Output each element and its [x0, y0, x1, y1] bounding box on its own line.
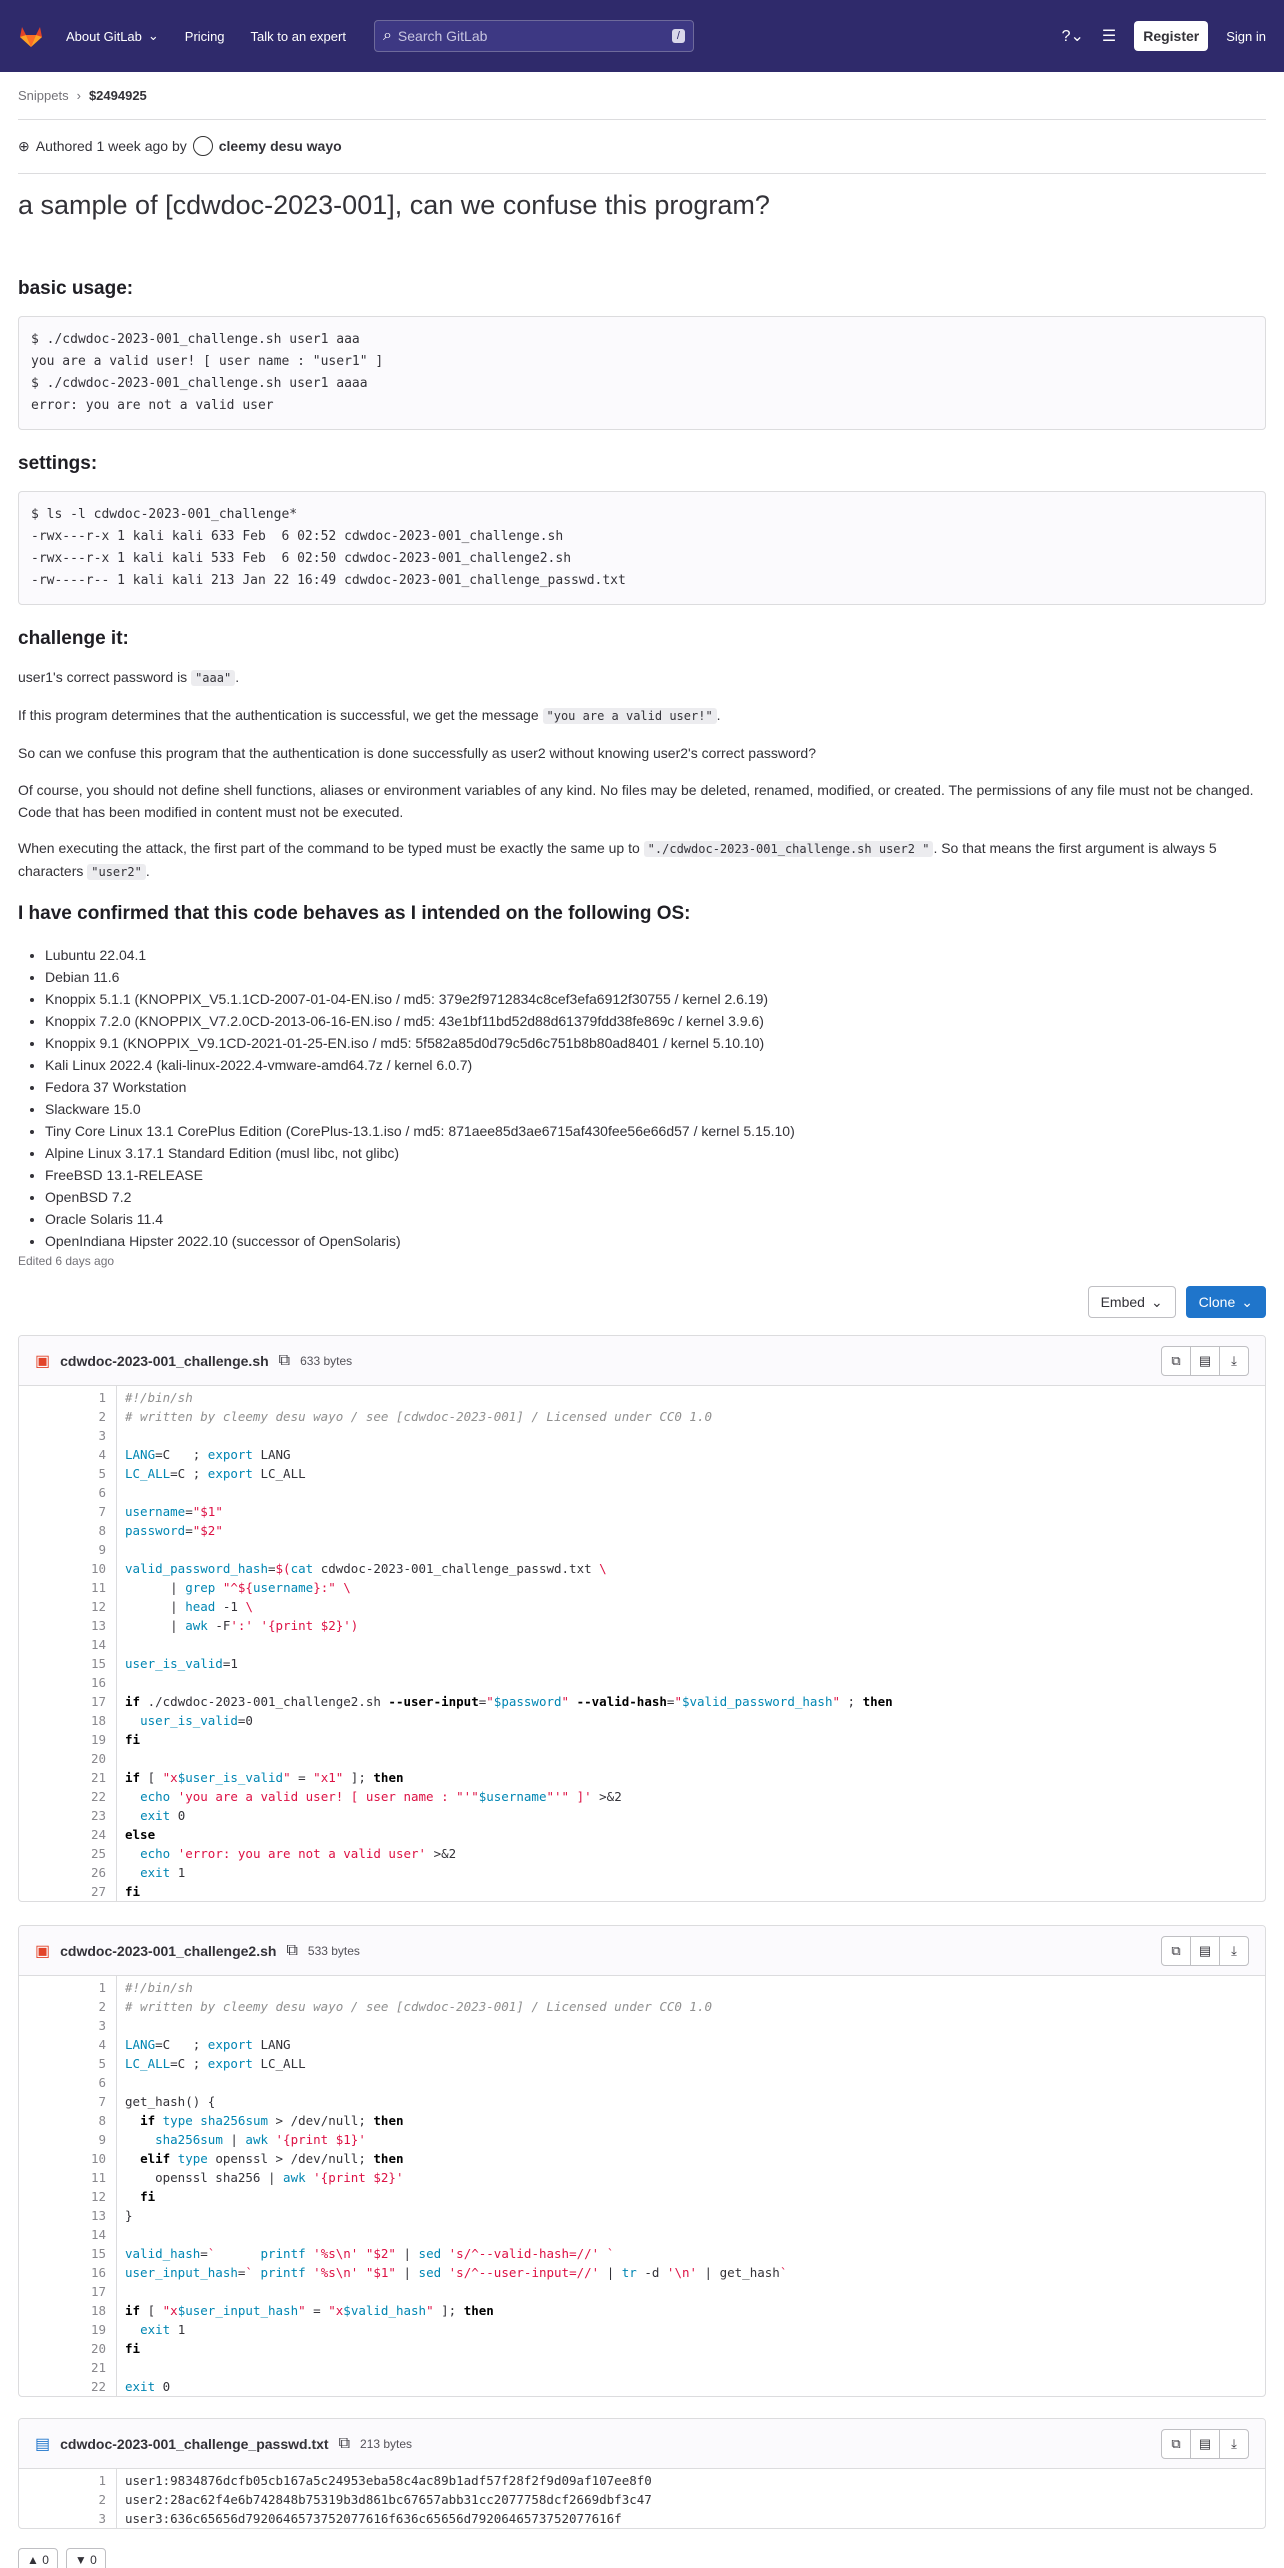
globe-icon: ⊕: [18, 137, 30, 154]
count: 0: [42, 2553, 49, 2567]
list-item: • Knoppix 7.2.0 (KNOPPIX_V7.2.0CD-2013-06-16-EN.iso / md5: 43e1bf11bd52d88d61379fdd38fe869c / kernel 3.9.6): [45, 1010, 795, 1032]
open-raw-icon[interactable]: ▤: [1190, 1936, 1220, 1966]
line-numbers: 1 2 3: [19, 2469, 117, 2528]
register-button[interactable]: Register: [1134, 21, 1208, 51]
breadcrumb: [18, 88, 147, 103]
inline-code: "aaa": [191, 670, 235, 686]
snippet-file-passwd-txt: [18, 2418, 1266, 2529]
list-item: • Knoppix 5.1.1 (KNOPPIX_V5.1.1CD-2007-01-04-EN.iso / md5: 379e2f9712834c8cef3efa6912f30755 / kernel 2.6.19): [45, 988, 795, 1010]
open-raw-icon[interactable]: ▤: [1190, 2429, 1220, 2459]
list-item: • Knoppix 9.1 (KNOPPIX_V9.1CD-2021-01-25-EN.iso / md5: 5f582a85d0d79c5d6c751b8b80ad8401 / kernel 5.10.10): [45, 1032, 795, 1054]
list-item: • OpenBSD 7.2: [45, 1186, 795, 1208]
inline-code: "./cdwdoc-2023-001_challenge.sh user2 ": [644, 841, 934, 857]
download-icon[interactable]: ⤓: [1219, 1346, 1249, 1376]
code-view: [19, 1386, 1265, 1901]
file-text-icon: ▤: [35, 2435, 51, 2453]
code-block-basic-usage: $ ./cdwdoc-2023-001_challenge.sh user1 aaa you are a valid user! [ user name : "user1" ] $ ./cdwdoc-2023-001_challenge.sh user1 aaaa error: you are not a valid user: [18, 316, 1266, 430]
breadcrumb-current[interactable]: $2494925: [88, 88, 147, 103]
code-lines: #!/bin/sh # written by cleemy desu wayo / see [cdwdoc-2023-001] / Licensed under CC0 1.0 LANG=C ; export LANG LC_ALL=C ; export LC_ALL username="$1" password="$2" valid_password_hash=$(cat cdwdoc-2023-001_challenge_passwd.txt \ | grep "^${username}:" \ | head -1 \ | awk -F':' '{print $2}') user_is_valid=1 if ./cdwdoc-2023-001_challenge2.sh --user-input="$password" --valid-hash="$valid_password_hash" ; then user_is_valid=0 fi if [ "x$user_is_valid" = "x1" ]; then echo 'you are a valid user! [ user name : "'"$username"'" ]' >&2 exit 0 else echo 'error: you are not a valid user' >&2 exit 1 fi: [125, 1390, 893, 1899]
line-numbers: 1 2 3 4 5 6 7 8 9 10 11 12 13 14 15 16 17 18 19 20 21 22 23 24 25 26 27: [19, 1386, 117, 1901]
copy-path-icon[interactable]: ⧉: [338, 2434, 351, 2452]
list-item: • Fedora 37 Workstation: [45, 1076, 795, 1098]
clone-label: Clone: [1198, 1294, 1236, 1310]
heading-os: I have confirmed that this code behaves as I intended on the following OS:: [18, 903, 691, 924]
text: .: [145, 863, 150, 879]
inline-code: "you are a valid user!": [543, 708, 717, 724]
clone-dropdown[interactable]: [1186, 1286, 1266, 1318]
code-line: user2:28ac62f4e6b742848b75319b3d861bc67657abb31cc2077758dcf2669dbf3c47: [125, 2492, 652, 2507]
file-icon: ▣: [35, 1942, 51, 1960]
sign-in-link[interactable]: Sign in: [1226, 28, 1266, 44]
copy-contents-icon[interactable]: ⧉: [1161, 1936, 1191, 1966]
paragraph-question: So can we confuse this program that the authentication is done successfully as user2 without knowing user2's correct password?: [18, 745, 816, 761]
author-line: [18, 136, 342, 156]
snippet-title: a sample of [cdwdoc-2023-001], can we confuse this program?: [18, 190, 770, 220]
nav-pricing[interactable]: Pricing: [184, 28, 225, 44]
embed-dropdown[interactable]: [1088, 1286, 1176, 1318]
download-icon[interactable]: ⤓: [1219, 1936, 1249, 1966]
file-name[interactable]: cdwdoc-2023-001_challenge_passwd.txt: [60, 2435, 329, 2452]
list-item: • Alpine Linux 3.17.1 Standard Edition (musl libc, not glibc): [45, 1142, 795, 1164]
nav-talk-to-expert[interactable]: Talk to an expert: [250, 28, 346, 44]
text: If this program determines that the authentication is successful, we get the message: [18, 707, 543, 723]
paragraph-message: [18, 704, 1266, 727]
file-icon: ▣: [35, 1352, 51, 1370]
list-item: • Tiny Core Linux 13.1 CorePlus Edition (CorePlus-13.1.iso / md5: 871aee85d3ae6715af430fee56e66d57 / kernel 5.15.10): [45, 1120, 795, 1142]
snippet-file-challenge-sh: [18, 1335, 1266, 1902]
chevron-right-icon: ›: [76, 88, 81, 103]
os-list: [45, 944, 795, 1252]
thumbs-down-icon: ▼: [74, 2553, 91, 2567]
search-input[interactable]: [398, 28, 666, 44]
list-item: • OpenIndiana Hipster 2022.10 (successor of OpenSolaris): [45, 1230, 795, 1252]
list-item: • FreeBSD 13.1-RELEASE: [45, 1164, 795, 1186]
file-header: [19, 1336, 1265, 1386]
search-box[interactable]: [374, 20, 694, 52]
file-name[interactable]: cdwdoc-2023-001_challenge2.sh: [60, 1942, 277, 1959]
file-header: [19, 1926, 1265, 1976]
open-raw-icon[interactable]: ▤: [1190, 1346, 1220, 1376]
heading-basic-usage: basic usage:: [18, 278, 134, 299]
paragraph-password: [18, 666, 1266, 689]
nav-about-gitlab[interactable]: [66, 28, 159, 44]
heading-settings: settings:: [18, 453, 98, 474]
avatar[interactable]: [193, 136, 213, 156]
authored-text: Authored 1 week ago by: [35, 138, 187, 154]
text: user1's correct password is: [18, 669, 192, 685]
chevron-down-icon: ⌄: [1241, 1293, 1253, 1310]
inline-code: "user2": [87, 864, 146, 880]
file-size: 633 bytes: [300, 1353, 353, 1368]
search-icon: ⌕: [382, 27, 392, 44]
chevron-down-icon: ⌄: [147, 28, 159, 43]
copy-contents-icon[interactable]: ⧉: [1161, 2429, 1191, 2459]
list-item: • Oracle Solaris 11.4: [45, 1208, 795, 1230]
thumbs-down-button[interactable]: [66, 2548, 106, 2568]
file-header: [19, 2419, 1265, 2469]
divider: [18, 173, 1266, 174]
list-item: • Lubuntu 22.04.1: [45, 944, 795, 966]
divider: [18, 119, 1266, 120]
nav-about-label: About GitLab: [66, 28, 142, 44]
author-name[interactable]: cleemy desu wayo: [218, 138, 342, 154]
download-icon[interactable]: ⤓: [1219, 2429, 1249, 2459]
embed-label: Embed: [1100, 1294, 1145, 1310]
copy-path-icon[interactable]: ⧉: [278, 1351, 291, 1369]
snippet-file-challenge2-sh: [18, 1925, 1266, 2397]
reactions: [18, 2548, 106, 2568]
line-numbers: 1 2 3 4 5 6 7 8 9 10 11 12 13 14 15 16 17 18 19 20 21 22: [19, 1976, 117, 2396]
file-size: 213 bytes: [360, 2436, 413, 2451]
text: .: [235, 669, 240, 685]
list-item: • Kali Linux 2022.4 (kali-linux-2022.4-vmware-amd64.7z / kernel 6.0.7): [45, 1054, 795, 1076]
help-icon[interactable]: ?⌄: [1061, 28, 1084, 45]
edited-timestamp: Edited 6 days ago: [18, 1254, 115, 1268]
code-lines: [117, 2469, 1265, 2528]
paragraph-attack: [18, 837, 1266, 883]
file-size: 533 bytes: [307, 1943, 360, 1958]
text: .: [716, 707, 721, 723]
copy-contents-icon[interactable]: ⧉: [1161, 1346, 1191, 1376]
count: 0: [90, 2553, 97, 2567]
code-block-settings: $ ls -l cdwdoc-2023-001_challenge* -rwx---r-x 1 kali kali 633 Feb 6 02:52 cdwdoc-2023-001_challenge.sh -rwx---r-x 1 kali kali 533 Feb 6 02:50 cdwdoc-2023-001_challenge2.sh -rw----r-- 1 kali kali 213 Jan 22 16:49 cdwdoc-2023-001_challenge_passwd.txt: [18, 491, 1266, 605]
file-name[interactable]: cdwdoc-2023-001_challenge.sh: [60, 1352, 269, 1369]
gitlab-logo-icon[interactable]: [18, 23, 44, 49]
text: . So that means the first argument is always 5 characters: [18, 840, 1217, 879]
thumbs-up-button[interactable]: [18, 2548, 58, 2568]
thumbs-up-icon: ▲: [27, 2553, 43, 2567]
list-item: • Debian 11.6: [45, 966, 795, 988]
menu-icon[interactable]: ☰: [1101, 28, 1117, 45]
code-lines: #!/bin/sh # written by cleemy desu wayo / see [cdwdoc-2023-001] / Licensed under CC0 1.0 LANG=C ; export LANG LC_ALL=C ; export LC_ALL get_hash() { if type sha256sum > /dev/null; then sha256sum | awk '{print $1}' elif type openssl > /dev/null; then openssl sha256 | awk '{print $2}' fi } valid_hash=` printf '%s\n' "$2" | sed 's/^--valid-hash=//' ` user_input_hash=` printf '%s\n' "$1" | sed 's/^--user-input=//' | tr -d '\n' | get_hash` if [ "x$user_input_hash" = "x$valid_hash" ]; then exit 1 fi exit 0: [125, 1980, 788, 2394]
code-line: user3:636c65656d7920646573752077616f636c65656d7920646573752077616f: [125, 2511, 622, 2526]
code-view: [19, 2469, 1265, 2528]
chevron-down-icon: ⌄: [1150, 1293, 1163, 1310]
breadcrumb-snippets[interactable]: Snippets: [18, 88, 69, 103]
top-navbar: [0, 0, 1284, 72]
code-line: user1:9834876dcfb05cb167a5c24953eba58c4ac89b1adf57f28f2f9d09af107ee8f0: [125, 2473, 652, 2488]
text: When executing the attack, the first part of the command to be typed must be exactly the same up to: [18, 840, 644, 856]
heading-challenge: challenge it:: [18, 628, 129, 649]
search-shortcut-hint: /: [672, 29, 685, 43]
copy-path-icon[interactable]: ⧉: [286, 1941, 298, 1959]
paragraph-rules: Of course, you should not define shell functions, aliases or environment variables of any kind. No files may be deleted, renamed, modified, or created. The permissions of any file must not be changed. Code that has been modified in content must not be executed.: [18, 782, 1254, 820]
snippet-actions: [1088, 1286, 1266, 1318]
list-item: • Slackware 15.0: [45, 1098, 795, 1120]
code-view: [19, 1976, 1265, 2396]
